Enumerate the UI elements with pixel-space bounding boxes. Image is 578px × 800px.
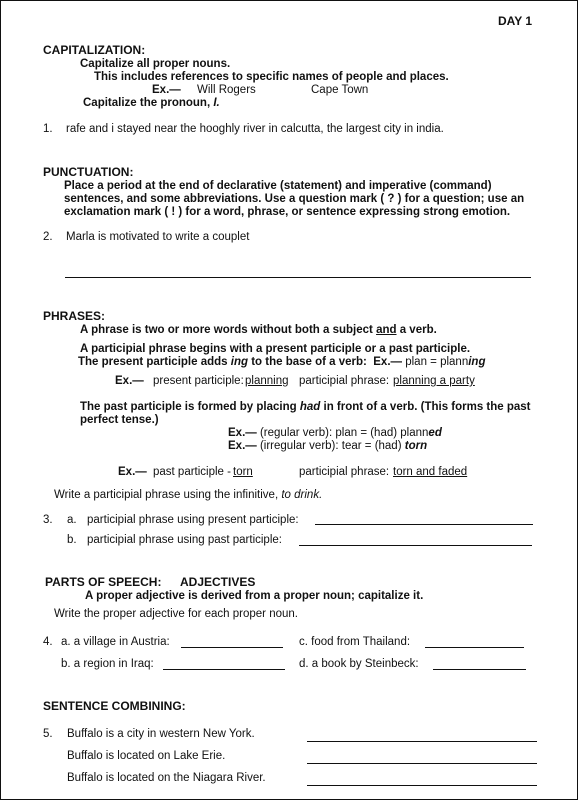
past-participle-value: torn (233, 466, 253, 478)
adjectives-heading: ADJECTIVES (180, 575, 256, 589)
question-4c-answer-line[interactable] (425, 647, 524, 648)
participial-phrase-rule: A participial phrase begins with a present participle or a past participle. (80, 343, 471, 355)
punct-rule-line-2: sentences, and some abbreviations. Use a question mark ( ? ) for a question; use an (64, 193, 525, 205)
question-4a-answer-line[interactable] (181, 647, 283, 648)
past-participle-rule-2: perfect tense.) (80, 414, 159, 426)
question-3b-answer-line[interactable] (299, 545, 532, 546)
question-4d: d. a book by Steinbeck: (299, 658, 419, 670)
question-1-number: 1. (43, 123, 53, 135)
question-4b-answer-line[interactable] (163, 669, 285, 670)
cap-example-label: Ex.— (152, 84, 181, 96)
cap-rule-2: This includes references to specific names of people and places. (94, 71, 449, 83)
question-5-answer-line-1[interactable] (307, 741, 537, 742)
past-participial-phrase-label: participial phrase: (299, 466, 390, 478)
phrases-heading: PHRASES: (43, 309, 106, 323)
regular-verb-example: Ex.— (regular verb): plan = (had) planned (228, 427, 442, 439)
present-example-label: Ex.— (115, 375, 144, 387)
cap-example-1: Will Rogers (197, 84, 256, 96)
day-label: DAY 1 (498, 14, 533, 28)
sentence-3: Buffalo is located on the Niagara River. (67, 772, 266, 784)
parts-of-speech-heading: PARTS OF SPEECH: (45, 575, 162, 589)
question-3a-letter: a. (67, 514, 77, 526)
participial-phrase-value: planning a party (393, 375, 475, 387)
proper-adjective-instruction: Write the proper adjective for each proper noun. (54, 608, 298, 620)
past-participle-rule-1: The past participle is formed by placing had in front of a verb. (This forms the past (80, 401, 531, 413)
capitalization-heading: CAPITALIZATION: (43, 43, 146, 57)
sentence-2: Buffalo is located on Lake Erie. (67, 750, 226, 762)
present-participle-rule: The present participle adds ing to the base of a verb: Ex.— plan = planning (78, 356, 486, 368)
past-participle-label: past participle - (153, 466, 231, 478)
proper-adjective-rule: A proper adjective is derived from a proper noun; capitalize it. (85, 590, 424, 602)
question-3b-text: participial phrase using past participle: (87, 534, 282, 546)
question-3b-letter: b. (67, 534, 77, 546)
sentence-combining-heading: SENTENCE COMBINING: (43, 699, 186, 713)
present-participle-label: present participle: (153, 375, 244, 387)
cap-rule-1: Capitalize all proper nouns. (80, 58, 231, 70)
question-4c: c. food from Thailand: (299, 636, 411, 648)
phrase-definition: A phrase is two or more words without both a subject and a verb. (80, 324, 437, 336)
irregular-verb-example: Ex.— (irregular verb): tear = (had) torn (228, 440, 428, 452)
punct-rule-line-3: exclamation mark ( ! ) for a word, phrase, or sentence expressing strong emotion. (64, 206, 511, 218)
punctuation-heading: PUNCTUATION: (43, 165, 134, 179)
cap-rule-3: Capitalize the pronoun, I. (83, 97, 220, 109)
participial-instruction: Write a participial phrase using the infinitive, to drink. (54, 489, 323, 501)
participial-phrase-label: participial phrase: (299, 375, 390, 387)
question-2-answer-line[interactable] (65, 277, 531, 278)
question-4b: b. a region in Iraq: (61, 658, 154, 670)
question-4d-answer-line[interactable] (433, 669, 526, 670)
past-participial-phrase-value: torn and faded (393, 466, 468, 478)
question-2-text: Marla is motivated to write a couplet (66, 231, 250, 243)
question-5-answer-line-2[interactable] (307, 763, 537, 764)
present-participle-value: planning (245, 375, 289, 387)
question-2-number: 2. (43, 231, 53, 243)
question-4a: a. a village in Austria: (61, 636, 170, 648)
question-5-answer-line-3[interactable] (307, 785, 537, 786)
cap-example-2: Cape Town (311, 84, 369, 96)
question-5-number: 5. (43, 728, 53, 740)
punct-rule-line-1: Place a period at the end of declarative (statement) and imperative (command) (64, 180, 492, 192)
past-example-label: Ex.— (118, 466, 147, 478)
sentence-1: Buffalo is a city in western New York. (67, 728, 255, 740)
question-3a-text: participial phrase using present participle: (87, 514, 299, 526)
question-3-number: 3. (43, 514, 53, 526)
question-4-number: 4. (43, 636, 53, 648)
question-3a-answer-line[interactable] (315, 524, 533, 525)
question-1-text: rafe and i stayed near the hooghly river in calcutta, the largest city in india. (66, 123, 444, 135)
